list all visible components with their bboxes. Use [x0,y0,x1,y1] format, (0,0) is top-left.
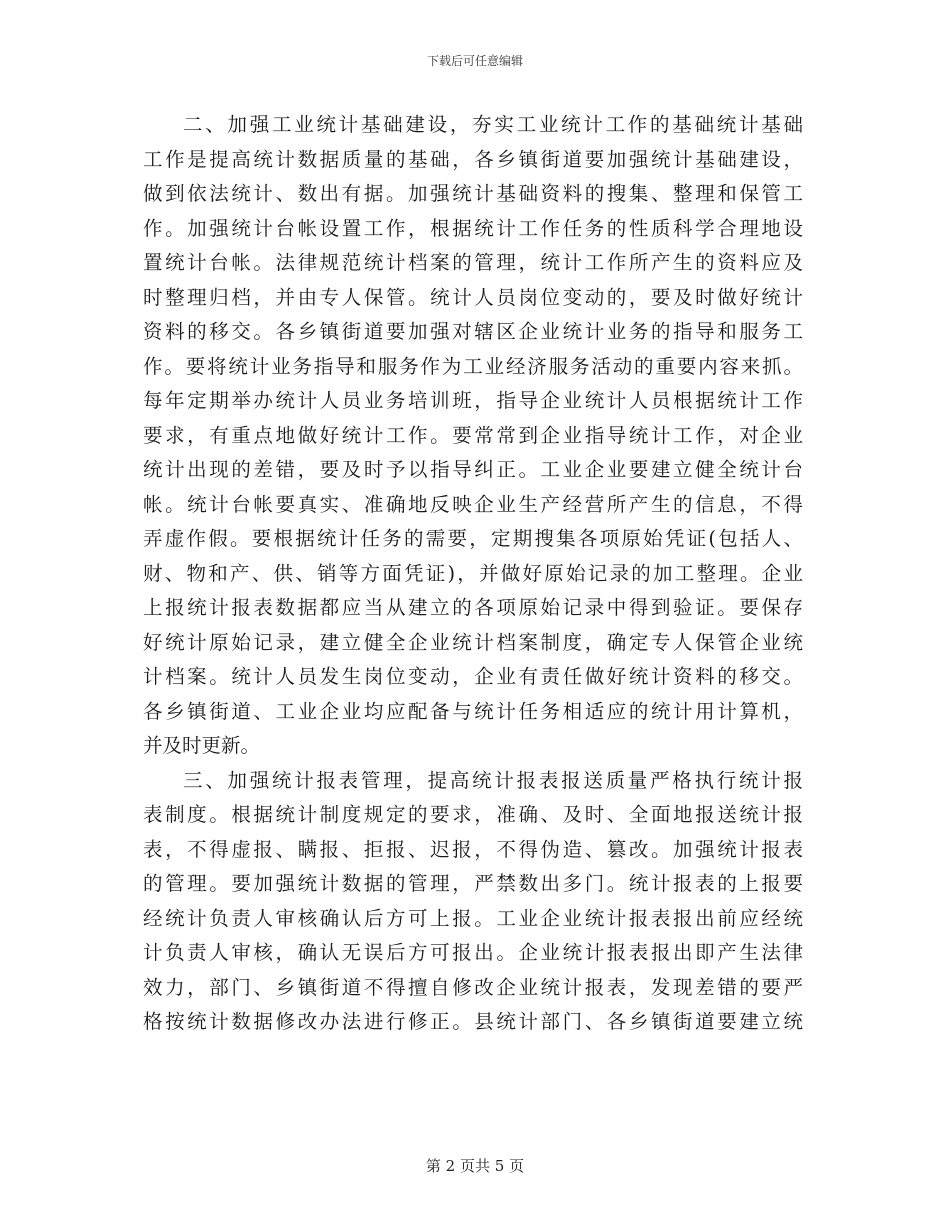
paragraph-line: 计负责人审核，确认无误后方可报出。企业统计报表报出即产生法律 [143,941,803,964]
page-footer: 第 2 页共 5 页 [425,1157,525,1175]
paragraph-line: 每年定期举办统计人员业务培训班，指导企业统计人员根据统计工作 [143,389,803,412]
paragraph-line: 弄虚作假。要根据统计任务的需要，定期搜集各项原始凭证(包括人、 [143,527,803,550]
paragraph-line: 格按统计数据修改办法进行修正。县统计部门、各乡镇街道要建立统 [143,1010,803,1033]
paragraph-line: 二、加强工业统计基础建设，夯实工业统计工作的基础统计基础 [183,113,803,136]
paragraph-line: 经统计负责人审核确认后方可上报。工业企业统计报表报出前应经统 [143,906,803,930]
paragraph-line: 资料的移交。各乡镇街道要加强对辖区企业统计业务的指导和服务工 [143,320,803,343]
page-header: 下载后可任意编辑 [426,54,523,68]
document-body [143,108,803,1040]
paragraph-line: 帐。统计台帐要真实、准确地反映企业生产经营所产生的信息，不得 [143,492,803,516]
paragraph-line: 表，不得虚报、瞒报、拒报、迟报，不得伪造、篡改。加强统计报表 [143,837,803,861]
paragraph-line: 要求，有重点地做好统计工作。要常常到企业指导统计工作，对企业 [143,423,803,447]
paragraph-line: 好统计原始记录，建立健全企业统计档案制度，确定专人保管企业统 [143,630,803,654]
paragraph-line: 三、加强统计报表管理，提高统计报表报送质量严格执行统计报 [183,768,803,792]
paragraph-line: 做到依法统计、数出有据。加强统计基础资料的搜集、整理和保管工 [143,182,803,205]
paragraph-line: 各乡镇街道、工业企业均应配备与统计任务相适应的统计用计算机， [143,699,803,723]
paragraph-line: 作。要将统计业务指导和服务作为工业经济服务活动的重要内容来抓。 [143,354,803,378]
paragraph-line: 置统计台帐。法律规范统计档案的管理，统计工作所产生的资料应及 [143,251,803,274]
paragraph-line: 上报统计报表数据都应当从建立的各项原始记录中得到验证。要保存 [143,596,803,619]
paragraph-line: 计档案。统计人员发生岗位变动，企业有责任做好统计资料的移交。 [143,665,803,688]
paragraph-line: 作。加强统计台帐设置工作，根据统计工作任务的性质科学合理地设 [143,216,803,240]
paragraph-line: 的管理。要加强统计数据的管理，严禁数出多门。统计报表的上报要 [143,872,803,895]
paragraph-line: 并及时更新。 [143,734,261,757]
paragraph-line: 时整理归档，并由专人保管。统计人员岗位变动的，要及时做好统计 [143,285,803,309]
paragraph-line: 工作是提高统计数据质量的基础，各乡镇街道要加强统计基础建设， [143,147,803,171]
paragraph-line: 统计出现的差错，要及时予以指导纠正。工业企业要建立健全统计台 [143,458,803,481]
paragraph-line: 表制度。根据统计制度规定的要求，准确、及时、全面地报送统计报 [143,803,803,826]
paragraph-line: 效力，部门、乡镇街道不得擅自修改企业统计报表，发现差错的要严 [143,975,803,999]
paragraph-line: 财、物和产、供、销等方面凭证)，并做好原始记录的加工整理。企业 [143,561,803,585]
